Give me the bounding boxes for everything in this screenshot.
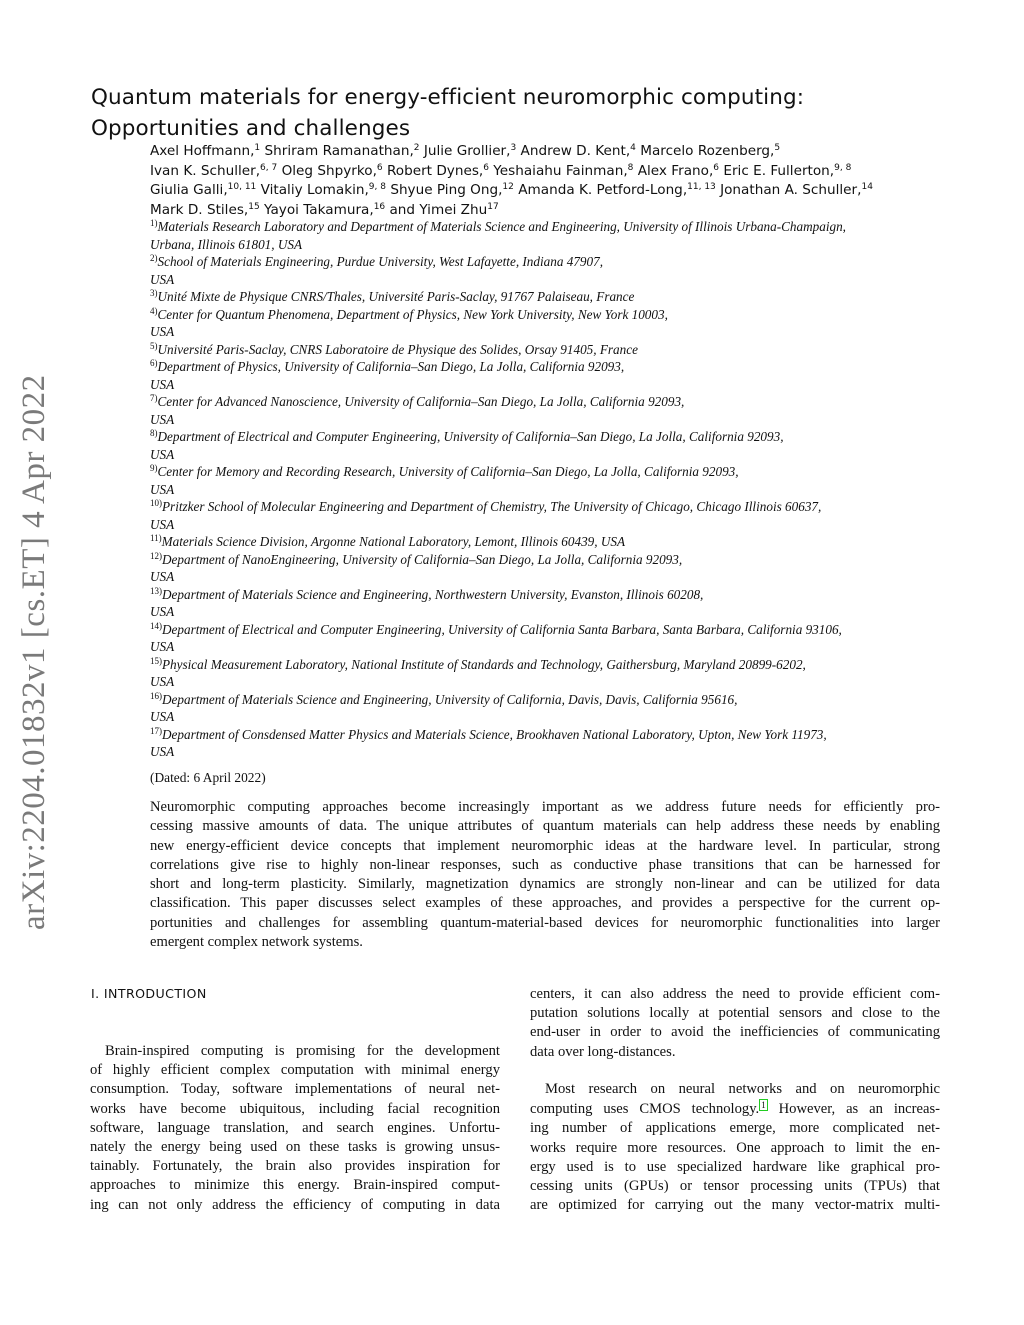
affiliation-text: Department of Materials Science and Engineering, University of California, Davis, Davis, California 95616, [162,691,738,707]
affiliation-12-cont [150,568,950,586]
author-line [150,142,950,162]
affiliation-text: USA [150,481,175,497]
affiliation-text: USA [150,604,175,619]
affiliation-17 [150,726,950,744]
body-line: are optimized for carrying out the many vector-matrix multi- [530,1197,940,1214]
affiliation-text: Center for Memory and Recording Research, University of California–San Diego, La Jolla, California 92093, [157,464,739,479]
abstract-line: Neuromorphic computing approaches become increasingly important as we address future needs for efficiently pro- [150,799,940,815]
body-line: ing can not only address the efficiency of computing in data [90,1196,500,1213]
affiliation-text: USA [150,411,175,427]
author-affil-number: 11, 13 [687,182,716,192]
author-affil-number: 9, 8 [368,182,386,192]
affiliation-7-cont [150,411,950,429]
affiliation-text: USA [150,639,175,654]
body-line: nately the energy being used on these tasks is growing unsus- [90,1139,500,1156]
abstract-line: cessing massive amounts of data. The unique attributes of quantum materials can help address these needs by enabling [150,818,940,835]
body-line: data over long-distances. [530,1043,676,1060]
affiliation-text: Department of Consdensed Matter Physics and Materials Science, Brookhaven National Laboratory, Upton, New York 11973, [162,726,827,742]
author-affil-number: 6 [713,162,720,173]
author-name: Amanda K. Petford-Long, [518,182,688,198]
author-name: Vitaliy Lomakin, [260,182,369,198]
affiliation-13 [150,586,950,604]
affiliation-5 [150,341,950,359]
title-line-2: Opportunities and challenges [91,116,411,141]
affiliation-number: 5) [150,340,158,351]
affiliation-number: 3) [150,288,158,298]
abstract-line: new energy-efficient device concepts that implement neuromorphic ideas at the hardware level. In particular, strong [150,837,940,854]
author-affil-number: 6 [483,162,489,173]
affiliation-text: USA [150,446,175,462]
author-name: Shyue Ping Ong, [390,182,503,198]
affiliation-9-cont [150,481,950,499]
author-name: Julie Grollier, [423,143,511,159]
citation-link[interactable]: 1 [761,1100,766,1111]
affiliation-2-cont [150,271,950,289]
author-affil-number: 14 [861,182,873,192]
affiliation-number: 16) [150,690,162,701]
affiliation-1-cont [150,236,950,254]
body-line: works require more resources. One approach to limit the en- [530,1139,940,1156]
body-line: ing number of applications emerge, more complicated net- [530,1120,940,1137]
affiliation-1 [150,218,950,236]
author-affil-number: 6, 7 [260,162,278,173]
intro-left-column [90,1042,500,1215]
affiliation-number: 10) [150,498,162,508]
author-name: and Yimei Zhu [389,201,488,218]
paper-title [91,82,951,144]
affiliation-12 [150,551,950,569]
body-line-with-citation [530,1099,940,1119]
affiliation-number: 12) [150,550,162,561]
affiliation-number: 11) [150,533,162,543]
author-name: Marcelo Rozenberg, [640,143,775,159]
affiliation-text: USA [150,324,175,339]
author-affil-number: 15 [248,201,260,212]
affiliation-text: Urbana, Illinois 61801, USA [150,236,303,252]
author-line [150,162,950,182]
body-line: of highly efficient complex computation with minimal energy [90,1062,500,1079]
affiliation-text: Materials Science Division, Argonne National Laboratory, Lemont, Illinois 60439, USA [161,534,626,549]
affiliation-text: USA [150,271,175,287]
affiliation-text: Department of Electrical and Computer Engineering, University of California–San Diego, La Jolla, California 92093, [157,429,784,444]
affiliation-number: 14) [150,620,162,631]
affiliation-text: Department of Physics, University of California–San Diego, La Jolla, California 92093, [157,359,625,374]
affiliation-text: USA [150,744,175,759]
affiliation-7 [150,393,950,411]
body-line: putation solutions locally at potential sensors and close to the [530,1005,940,1022]
body-text: computing uses CMOS technology. [530,1101,760,1118]
body-line: consumption. Today, software implementations of neural net- [90,1081,500,1098]
affiliation-4-cont [150,323,950,341]
arxiv-side-stamp: arXiv:2204.01832v1 [cs.ET] 4 Apr 2022 [16,374,52,930]
affiliation-text: USA [150,709,175,724]
affiliation-6-cont [150,376,950,394]
author-affil-number: 9, 8 [834,162,852,173]
author-affil-number: 16 [373,201,386,212]
author-affil-number: 17 [487,201,499,212]
abstract-line: short and long-term plasticity. Similarly, magnetization dynamics are strongly non-linear and can be utilized for data [150,876,940,893]
body-line: works have become ubiquitous, including facial recognition [90,1100,500,1117]
affiliation-number: 6) [150,358,158,368]
affiliation-text: Materials Research Laboratory and Department of Materials Science and Engineering, University of Illinois Urbana-Champaign, [157,219,846,234]
affiliation-number: 1) [150,218,158,228]
affiliation-15 [150,656,950,674]
abstract-line: portunities and challenges for assembling quantum-material-based devices for neuromorphic functionalities into larger [150,914,940,931]
affiliation-number: 4) [150,305,158,316]
affiliation-number: 2) [150,253,158,263]
author-name: Ivan K. Schuller, [150,162,261,179]
affiliation-text: USA [150,674,175,689]
body-line: tainably. Fortunately, the brain also provides inspiration for [90,1158,500,1175]
affiliation-3 [150,288,950,306]
affiliation-list [150,218,950,761]
affiliation-number: 15) [150,655,162,666]
body-text: However, as an increas- [767,1101,940,1118]
affiliation-text: Center for Quantum Phenomena, Department of Physics, New York University, New York 10003, [157,306,668,322]
author-name: Eric E. Fullerton, [723,162,835,179]
affiliation-15-cont [150,673,950,691]
author-name: Robert Dynes, [386,162,484,179]
affiliation-number: 7) [150,393,158,403]
title-line-1: Quantum materials for energy-efficient neuromorphic computing: [91,85,805,110]
affiliation-text: Pritzker School of Molecular Engineering and Department of Chemistry, The University of Chicago, Chicago Illinois 60637, [162,499,822,514]
author-affil-number: 1 [254,143,261,153]
affiliation-16-cont [150,708,950,726]
author-name: Yeshaiahu Fainman, [493,162,628,179]
body-line: cessing units (GPUs) or tensor processing units (TPUs) that [530,1178,940,1195]
abstract [150,798,940,952]
affiliation-10 [150,498,950,516]
affiliation-text: Department of NanoEngineering, University of California–San Diego, La Jolla, California 92093, [162,551,683,567]
affiliation-11 [150,533,950,551]
affiliation-9 [150,463,950,481]
affiliation-text: USA [150,569,175,584]
author-affil-number: 4 [630,143,636,153]
affiliation-16 [150,691,950,709]
section-heading-introduction: I. INTRODUCTION [91,986,207,1001]
affiliation-4 [150,306,950,324]
body-line: Most research on neural networks and on neuromorphic [545,1081,940,1097]
author-name: Jonathan A. Schuller, [720,182,862,198]
body-line: approaches to minimize this energy. Brain-inspired comput- [90,1177,500,1194]
affiliation-number: 13) [150,585,162,596]
date-line: (Dated: 6 April 2022) [150,770,266,785]
author-name: Yayoi Takamura, [264,201,374,218]
affiliation-text: USA [150,516,175,532]
affiliation-text: USA [150,376,175,392]
body-line: centers, it can also address the need to provide efficient com- [530,986,940,1002]
affiliation-13-cont [150,603,950,621]
author-name: Giulia Galli, [150,182,228,198]
affiliation-17-cont [150,743,950,761]
intro-right-column-top [530,985,940,1062]
author-affil-number: 8 [627,162,634,173]
affiliation-8-cont [150,446,950,464]
affiliation-number: 8) [150,428,158,438]
author-name: Mark D. Stiles, [150,201,249,218]
author-name: Oleg Shpyrko, [281,162,377,179]
author-affil-number: 2 [413,143,420,153]
affiliation-text: Center for Advanced Nanoscience, University of California–San Diego, La Jolla, California 92093, [157,394,685,409]
affiliation-14 [150,621,950,639]
author-line [150,181,950,201]
affiliation-text: Physical Measurement Laboratory, National Institute of Standards and Technology, Gaithersburg, Maryland 20899-6202, [162,656,806,672]
intro-right-column-paragraph [530,1080,940,1215]
author-affil-number: 12 [502,182,514,192]
body-line: ergy used is to use specialized hardware like graphical pro- [530,1158,940,1175]
affiliation-10-cont [150,516,950,534]
affiliation-6 [150,358,950,376]
affiliation-text: Department of Materials Science and Engineering, Northwestern University, Evanston, Illinois 60208, [162,586,704,602]
body-line: software, language translation, and search engines. Unfortu- [90,1119,500,1136]
abstract-line: emergent complex network systems. [150,934,363,951]
body-line: end-user in order to avoid the inefficiencies of communicating [530,1024,940,1041]
affiliation-text: Department of Electrical and Computer Engineering, University of California Santa Barbara, Santa Barbara, California 93106, [162,621,842,637]
affiliation-8 [150,428,950,446]
author-name: Shriram Ramanathan, [264,143,414,159]
author-affil-number: 10, 11 [227,182,257,192]
author-list [150,142,950,220]
affiliation-text: Unité Mixte de Physique CNRS/Thales, Université Paris-Saclay, 91767 Palaiseau, France [157,289,635,304]
affiliation-2 [150,253,950,271]
affiliation-14-cont [150,638,950,656]
author-affil-number: 3 [510,143,517,153]
affiliation-number: 17) [150,725,162,736]
author-name: Axel Hoffmann, [150,143,255,159]
abstract-line: correlations give rise to highly non-linear responses, such as conductive phase transitions that can be harnessed for [150,856,940,873]
body-line: Brain-inspired computing is promising for the development [105,1043,500,1059]
abstract-line: classification. This paper discusses select examples of these approaches, and provides a perspective for the current op- [150,895,940,912]
author-name: Andrew D. Kent, [520,143,631,159]
author-affil-number: 5 [774,143,781,153]
author-affil-number: 6 [376,162,383,173]
affiliation-number: 9) [150,463,158,473]
author-name: Alex Frano, [637,162,714,179]
affiliation-text: Université Paris-Saclay, CNRS Laboratoire de Physique des Solides, Orsay 91405, France [157,341,638,357]
affiliation-text: School of Materials Engineering, Purdue University, West Lafayette, Indiana 47907, [157,254,604,269]
